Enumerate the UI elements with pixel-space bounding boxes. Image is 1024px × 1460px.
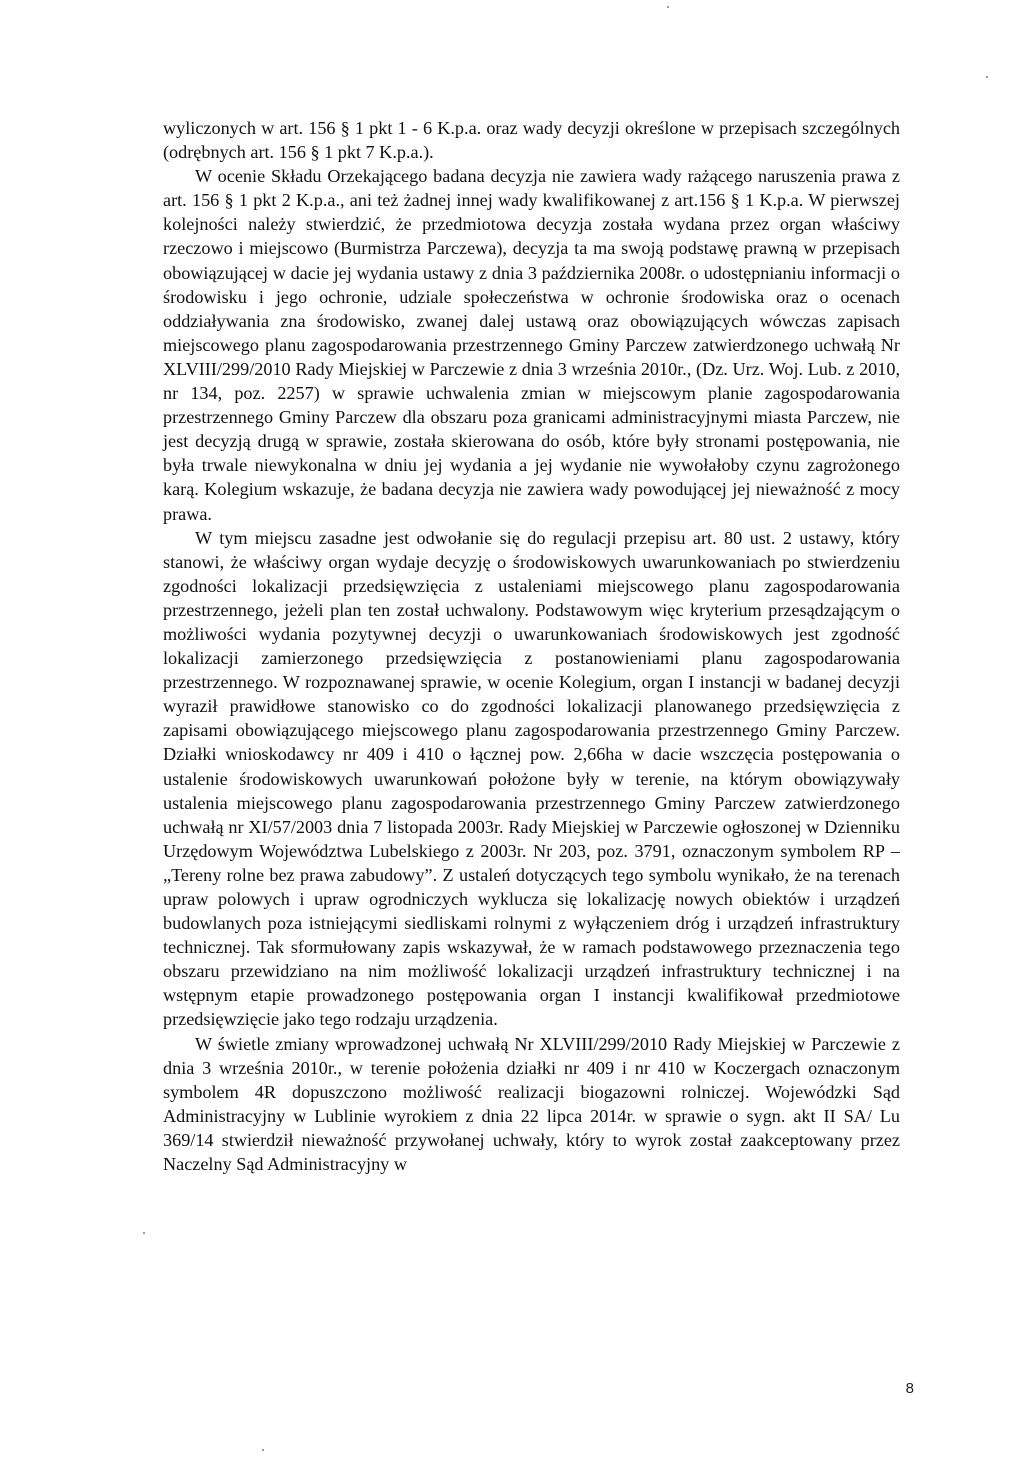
paragraph-legal-analysis: W tym miejscu zasadne jest odwołanie się do regulacji przepisu art. 80 ust. 2 ustawy, który stanowi, że właściwy organ wydaje decyzję o środowiskowych uwarunkowaniach po stwierdzeniu zgodności lokalizacji przedsięwzięcia z ustaleniami miejscowego planu zagospodarowania przestrzennego, jeżeli plan ten został uchwalony. Podstawowym więc kryterium przesądzającym o możliwości wydania pozytywnej decyzji o uwarunkowaniach środowiskowych jest zgodność lokalizacji zamierzonego przedsięwzięcia z postanowieniami planu zagospodarowania przestrzennego. W rozpoznawanej sprawie, w ocenie Kolegium, organ I instancji w badanej decyzji wyraził prawidłowe stanowisko co do zgodności lokalizacji planowanego przedsięwzięcia z zapisami obowiązującego miejscowego planu zagospodarowania przestrzennego Gminy Parczew. Działki wnioskodawcy nr 409 i 410 o łącznej pow. 2,66ha w dacie wszczęcia postępowania o ustalenie środowiskowych uwarunkowań położone były w terenie, na którym obowiązywały ustalenia miejscowego planu zagospodarowania przestrzennego Gminy Parczew zatwierdzonego uchwałą nr XI/57/2003 dnia 7 listopada 2003r. Rady Miejskiej w Parczewie ogłoszonej w Dzienniku Urzędowym Województwa Lubelskiego z 2003r. Nr 203, poz. 3791, oznaczonym symbolem RP –„Tereny rolne bez prawa zabudowy”. Z ustaleń dotyczących tego symbolu wynikało, że na terenach upraw polowych i upraw ogrodniczych wyklucza się lokalizację nowych obiektów i urządzeń budowlanych poza istniejącymi siedliskami rolnymi z wyłączeniem dróg i urządzeń infrastruktury technicznej. Tak sformułowany zapis wskazywał, że w ramach podstawowego przeznaczenia tego obszaru przewidziano na nim możliwość lokalizacji urządzeń infrastruktury technicznej i na wstępnym etapie prowadzonego postępowania organ I instancji kwalifikował przedmiotowe przedsięwzięcie jako tego rodzaju urządzenia. (163, 527, 900, 1030)
scan-speck (262, 1449, 264, 1451)
paragraph-continuation: wyliczonych w art. 156 § 1 pkt 1 - 6 K.p.a. oraz wady decyzji określone w przepisach szczególnych (odrębnych art. 156 § 1 pkt 7 K.p.a.). (163, 118, 900, 163)
paragraph-assessment: W ocenie Składu Orzekającego badana decyzja nie zawiera wady rażącego naruszenia prawa z art. 156 § 1 pkt 2 K.p.a., ani też żadnej innej wady kwalifikowanej z art.156 § 1 K.p.a. W pierwszej kolejności należy stwierdzić, że przedmiotowa decyzja została wydana przez organ właściwy rzeczowo i miejscowo (Burmistrza Parczewa), decyzja ta ma swoją podstawę prawną w przepisach obowiązującej w dacie jej wydania ustawy z dnia 3 października 2008r. o udostępnianiu informacji o środowisku i jego ochronie, udziale społeczeństwa w ochronie środowiska oraz o ocenach oddziaływania zna środowisko, zwanej dalej ustawą oraz obowiązujących wówczas zapisach miejscowego planu zagospodarowania przestrzennego Gminy Parczew zatwierdzonego uchwałą Nr XLVIII/299/2010 Rady Miejskiej w Parczewie z dnia 3 września 2010r., (Dz. Urz. Woj. Lub. z 2010, nr 134, poz. 2257) w sprawie uchwalenia zmian w miejscowym planie zagospodarowania przestrzennego Gminy Parczew dla obszaru poza granicami administracyjnymi miasta Parczew, nie jest decyzją drugą w sprawie, została skierowana do osób, które były stronami postępowania, nie była trwale niewykonalna w dniu jej wydania a jej wydanie nie wywołałoby czynu zagrożonego karą. Kolegium wskazuje, że badana decyzja nie zawiera wady powodującej jej nieważność z mocy prawa. (163, 166, 900, 524)
scan-speck (143, 1232, 145, 1234)
page-number: 8 (905, 1380, 914, 1397)
scan-speck (667, 6, 669, 8)
scan-speck (986, 76, 988, 78)
document-body (163, 116, 900, 1176)
paragraph-plan-change: W świetle zmiany wprowadzonej uchwałą Nr XLVIII/299/2010 Rady Miejskiej w Parczewie z dnia 3 września 2010r., w terenie położenia działki nr 409 i nr 410 w Koczergach oznaczonym symbolem 4R dopuszczono możliwość realizacji biogazowni rolniczej. Wojewódzki Sąd Administracyjny w Lublinie wyrokiem z dnia 22 lipca 2014r. w sprawie o sygn. akt II SA/ Lu 369/14 stwierdził nieważność przywołanej uchwały, który to wyrok został zaakceptowany przez Naczelny Sąd Administracyjny w (163, 1033, 900, 1175)
